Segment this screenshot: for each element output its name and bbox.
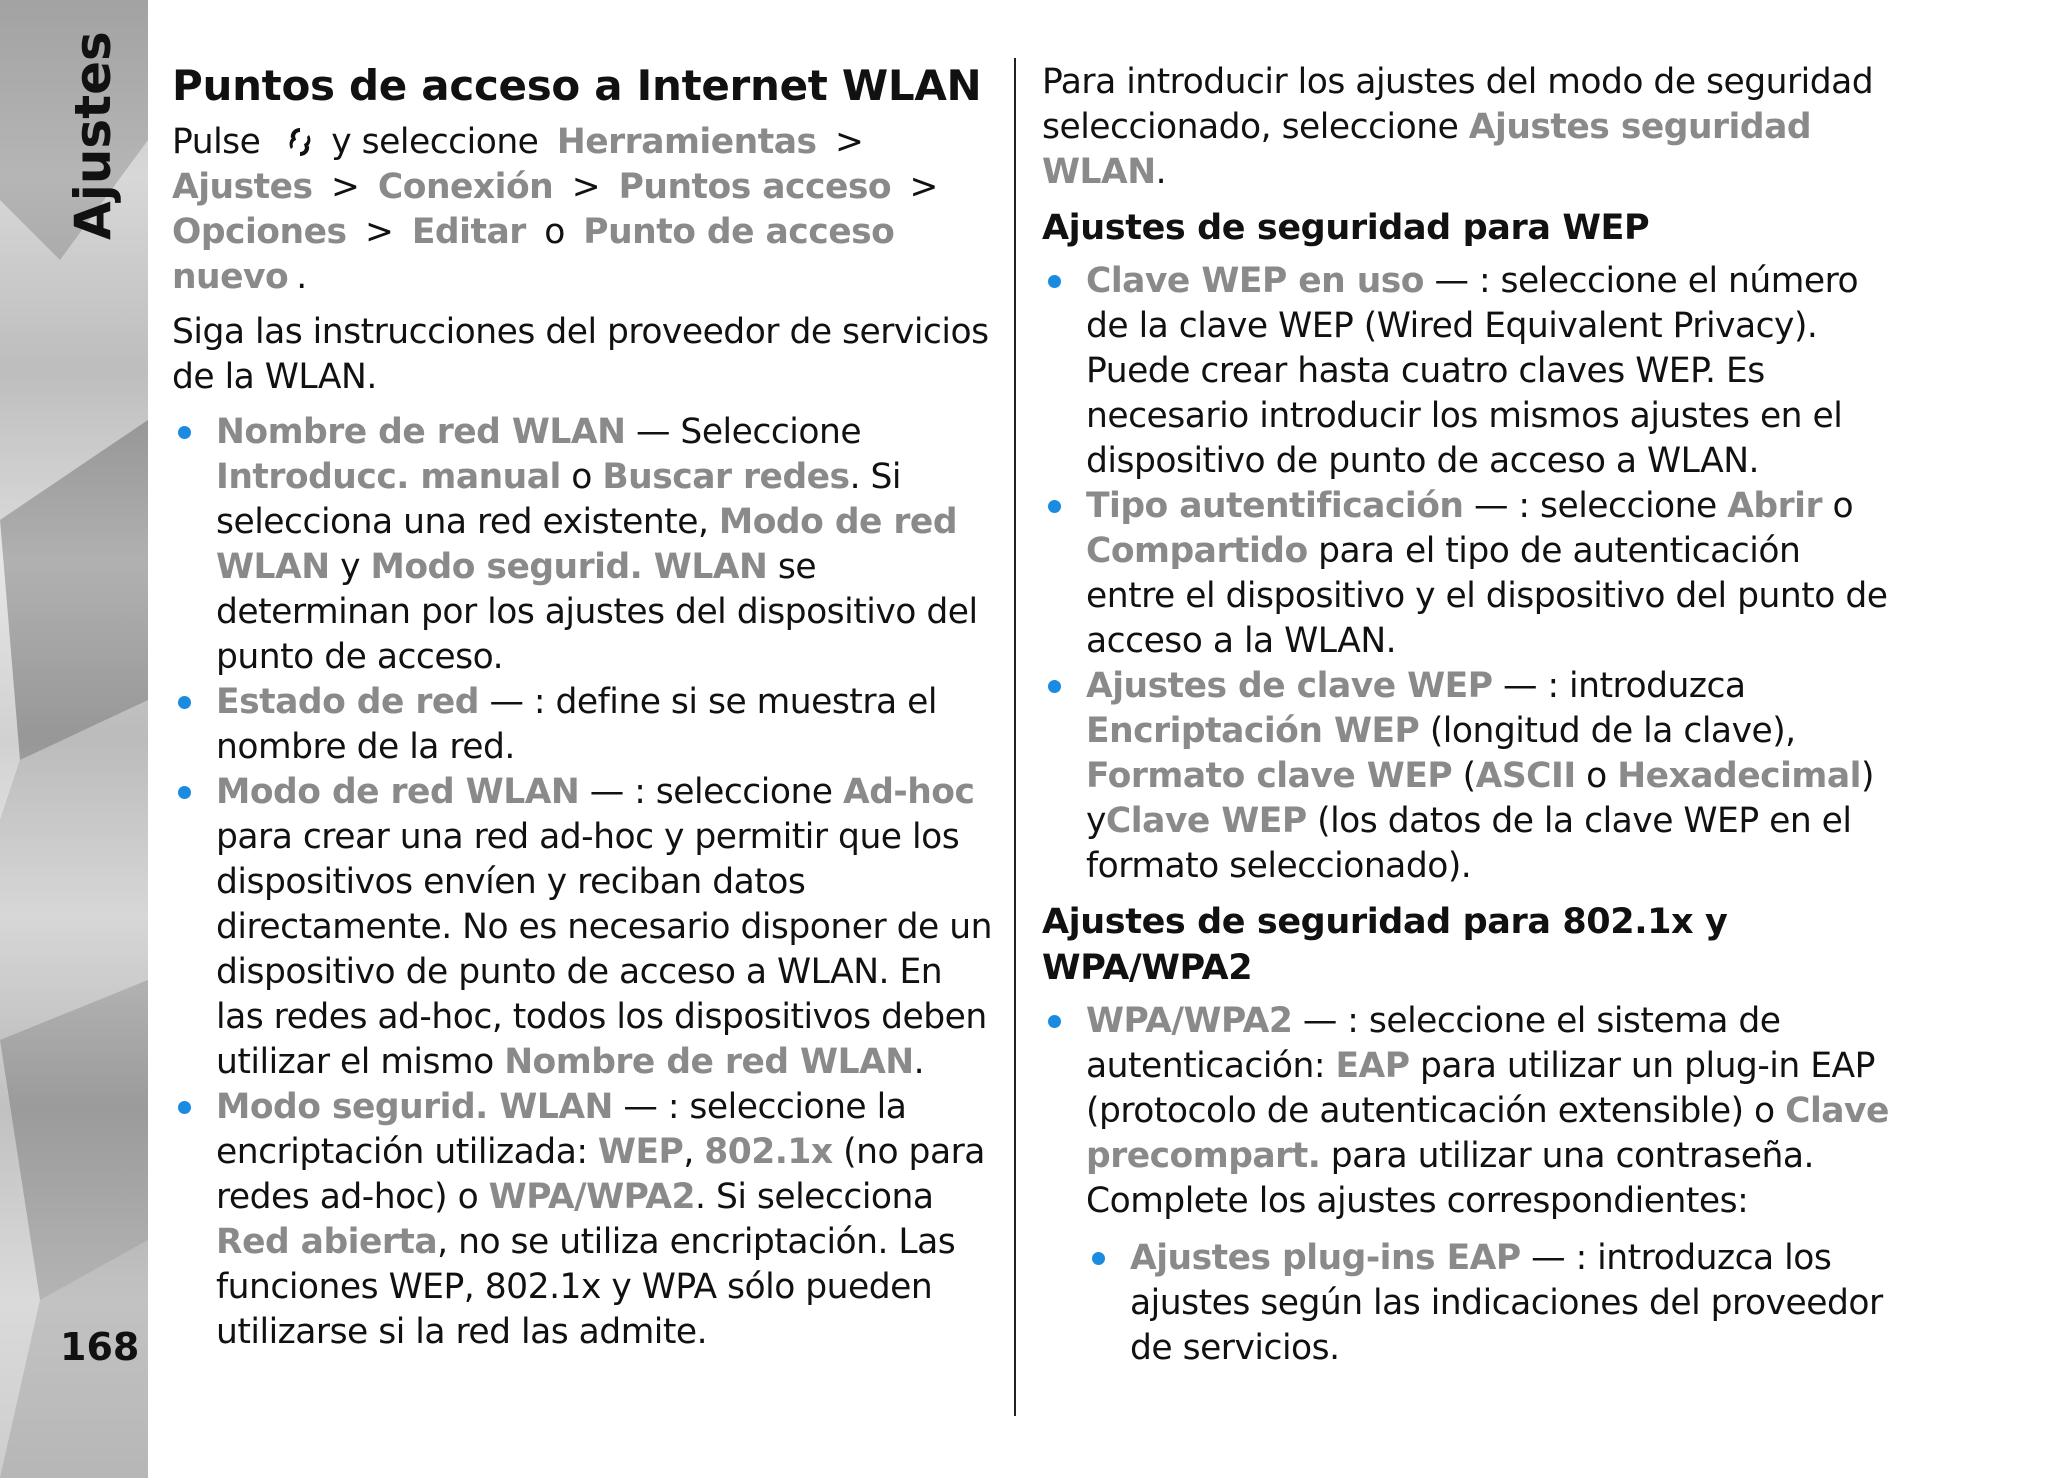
list-item-text: , [683, 1132, 705, 1172]
path-separator: > [331, 167, 360, 207]
list-item-term: Modo de red WLAN [216, 772, 580, 812]
wep-settings-list [1042, 259, 1898, 889]
list-item-text: ) y [1086, 756, 1874, 841]
path-opciones: Opciones [172, 212, 347, 252]
list-item [172, 410, 998, 680]
list-item-option: Red abierta [216, 1222, 438, 1262]
list-item-text: — : seleccione [579, 772, 844, 812]
path-editar: Editar [411, 212, 526, 252]
list-item-term: Nombre de red WLAN [216, 412, 626, 452]
intro-text: Pulse [172, 122, 261, 162]
list-item [172, 680, 998, 770]
list-item-option: Hexadecimal [1617, 756, 1861, 796]
page-title: Puntos de acceso a Internet WLAN [172, 61, 982, 110]
intro-text: o [544, 212, 565, 252]
list-item-text: (no para redes ad-hoc) o [216, 1132, 985, 1217]
list-item-term: Ajustes plug-ins EAP [1130, 1238, 1521, 1278]
paragraph-text: . [1155, 152, 1167, 192]
left-column [172, 60, 998, 1355]
list-item-option: Modo de red WLAN [216, 502, 958, 587]
path-separator: > [364, 212, 394, 252]
wep-heading: Ajustes de seguridad para WEP [1042, 208, 1650, 248]
list-item-text: para el tipo de autenticación entre el dispositivo y el dispositivo del punto de acceso a la WLAN. [1086, 531, 1888, 661]
list-item-text: (longitud de la clave), [1419, 711, 1796, 751]
list-item-text: y [329, 547, 371, 587]
list-item-option: ASCII [1475, 756, 1576, 796]
list-item [172, 1085, 998, 1355]
section-sidebar [0, 0, 148, 1478]
list-item-text: o [560, 457, 603, 497]
list-item-text: se determinan por los ajustes del dispositivo del punto de acceso. [216, 547, 978, 677]
list-item-option: WEP [597, 1132, 684, 1172]
path-conexion: Conexión [377, 167, 554, 207]
list-item-text: para utilizar una contraseña. Complete los ajustes correspondientes: [1086, 1136, 1814, 1221]
list-item-option: Ad-hoc [843, 772, 975, 812]
list-item-text: — : seleccione el número de la clave WEP (Wired Equivalent Privacy). Puede crear hasta cuatro claves WEP. Es necesario introducir los mismos ajustes en el dispositivo de punto de acceso a WLAN. [1086, 261, 1859, 481]
security-intro-paragraph [1042, 60, 1898, 195]
path-separator: > [909, 167, 938, 207]
list-item-option: Introducc. manual [216, 457, 561, 497]
list-item-text: para utilizar un plug-in EAP (protocolo de autenticación extensible) o [1086, 1046, 1875, 1131]
list-item-text: ( [1452, 756, 1476, 796]
path-herramientas: Herramientas [556, 122, 817, 162]
list-item-option: Nombre de red WLAN [504, 1042, 914, 1082]
list-item-text: o [1575, 756, 1618, 796]
settings-list [172, 410, 998, 1355]
path-separator: > [571, 167, 601, 207]
path-puntos-acceso: Puntos acceso [618, 167, 892, 207]
list-item [1086, 1236, 1898, 1371]
intro-paragraph [172, 120, 998, 300]
list-item [1042, 999, 1898, 1224]
list-item-text: , no se utiliza encriptación. Las funciones WEP, 802.1x y WPA sólo pueden utilizarse si la red las admite. [216, 1222, 956, 1352]
list-item-term: Clave WEP en uso [1086, 261, 1425, 301]
list-item-text: para crear una red ad-hoc y permitir que los dispositivos envíen y reciban datos directamente. No es necesario disponer de un dispositivo de punto de acceso a WLAN. En las redes ad-hoc, todos los dispositivos deben utilizar el mismo [216, 817, 992, 1082]
list-item-text: — : seleccione [1463, 486, 1728, 526]
list-item-option: 802.1x [704, 1132, 833, 1172]
instructions-paragraph: Siga las instrucciones del proveedor de servicios de la WLAN. [172, 312, 989, 397]
list-item-option: Compartido [1086, 531, 1308, 571]
list-item-text: — : define si se muestra el nombre de la red. [216, 682, 937, 767]
list-item-term: Tipo autentificación [1086, 486, 1464, 526]
list-item [1042, 664, 1898, 889]
path-ajustes-seguridad: Ajustes seguridad WLAN [1042, 107, 1812, 192]
list-item-term: Modo segurid. WLAN [216, 1087, 613, 1127]
list-item-term: Estado de red [216, 682, 479, 722]
intro-text: . [296, 257, 307, 297]
list-item-option: Abrir [1727, 486, 1822, 526]
list-item-option: Buscar redes [602, 457, 850, 497]
list-item-text: — : introduzca los ajustes según las indicaciones del proveedor de servicios. [1130, 1238, 1883, 1368]
page-number: 168 [60, 1325, 140, 1369]
section-label: Ajustes [64, 31, 122, 240]
list-item-option: Clave WEP [1105, 801, 1307, 841]
list-item-option: EAP [1335, 1046, 1410, 1086]
column-divider [1014, 58, 1016, 1416]
list-item-option: Encriptación WEP [1086, 711, 1420, 751]
list-item-text: . Si selecciona [695, 1177, 934, 1217]
list-item-text: . Si selecciona una red existente, [216, 457, 902, 542]
list-item-text: o [1822, 486, 1854, 526]
list-item-text: — Seleccione [625, 412, 862, 452]
list-item-term: WPA/WPA2 [1086, 1001, 1293, 1041]
list-item-option: Formato clave WEP [1086, 756, 1453, 796]
wpa-sub-list [1086, 1236, 1898, 1371]
list-item [1042, 484, 1898, 664]
wpa-settings-list [1042, 999, 1898, 1224]
menu-key-icon [285, 125, 315, 159]
list-item-term: Ajustes de clave WEP [1086, 666, 1493, 706]
intro-text: y seleccione [331, 122, 539, 162]
list-item-text: — : seleccione el sistema de autenticación: [1086, 1001, 1781, 1086]
right-column [1042, 60, 1898, 1371]
list-item [1042, 259, 1898, 484]
list-item-text: . [913, 1042, 925, 1082]
wpa-heading: Ajustes de seguridad para 802.1x y WPA/WPA2 [1042, 902, 1728, 988]
list-item [172, 770, 998, 1085]
path-separator: > [834, 122, 864, 162]
list-item-text: — : introduzca [1492, 666, 1746, 706]
list-item-text: — : seleccione la encriptación utilizada: [216, 1087, 907, 1172]
paragraph-text: Para introducir los ajustes del modo de seguridad seleccionado, seleccione [1042, 62, 1874, 147]
list-item-option: Clave precompart. [1086, 1091, 1889, 1176]
list-item-option: Modo segurid. WLAN [370, 547, 768, 587]
list-item-option: WPA/WPA2 [488, 1177, 696, 1217]
list-item-text: (los datos de la clave WEP en el formato seleccionado). [1086, 801, 1852, 886]
path-punto-nuevo: Punto de acceso nuevo [172, 212, 895, 297]
path-ajustes: Ajustes [172, 167, 313, 207]
